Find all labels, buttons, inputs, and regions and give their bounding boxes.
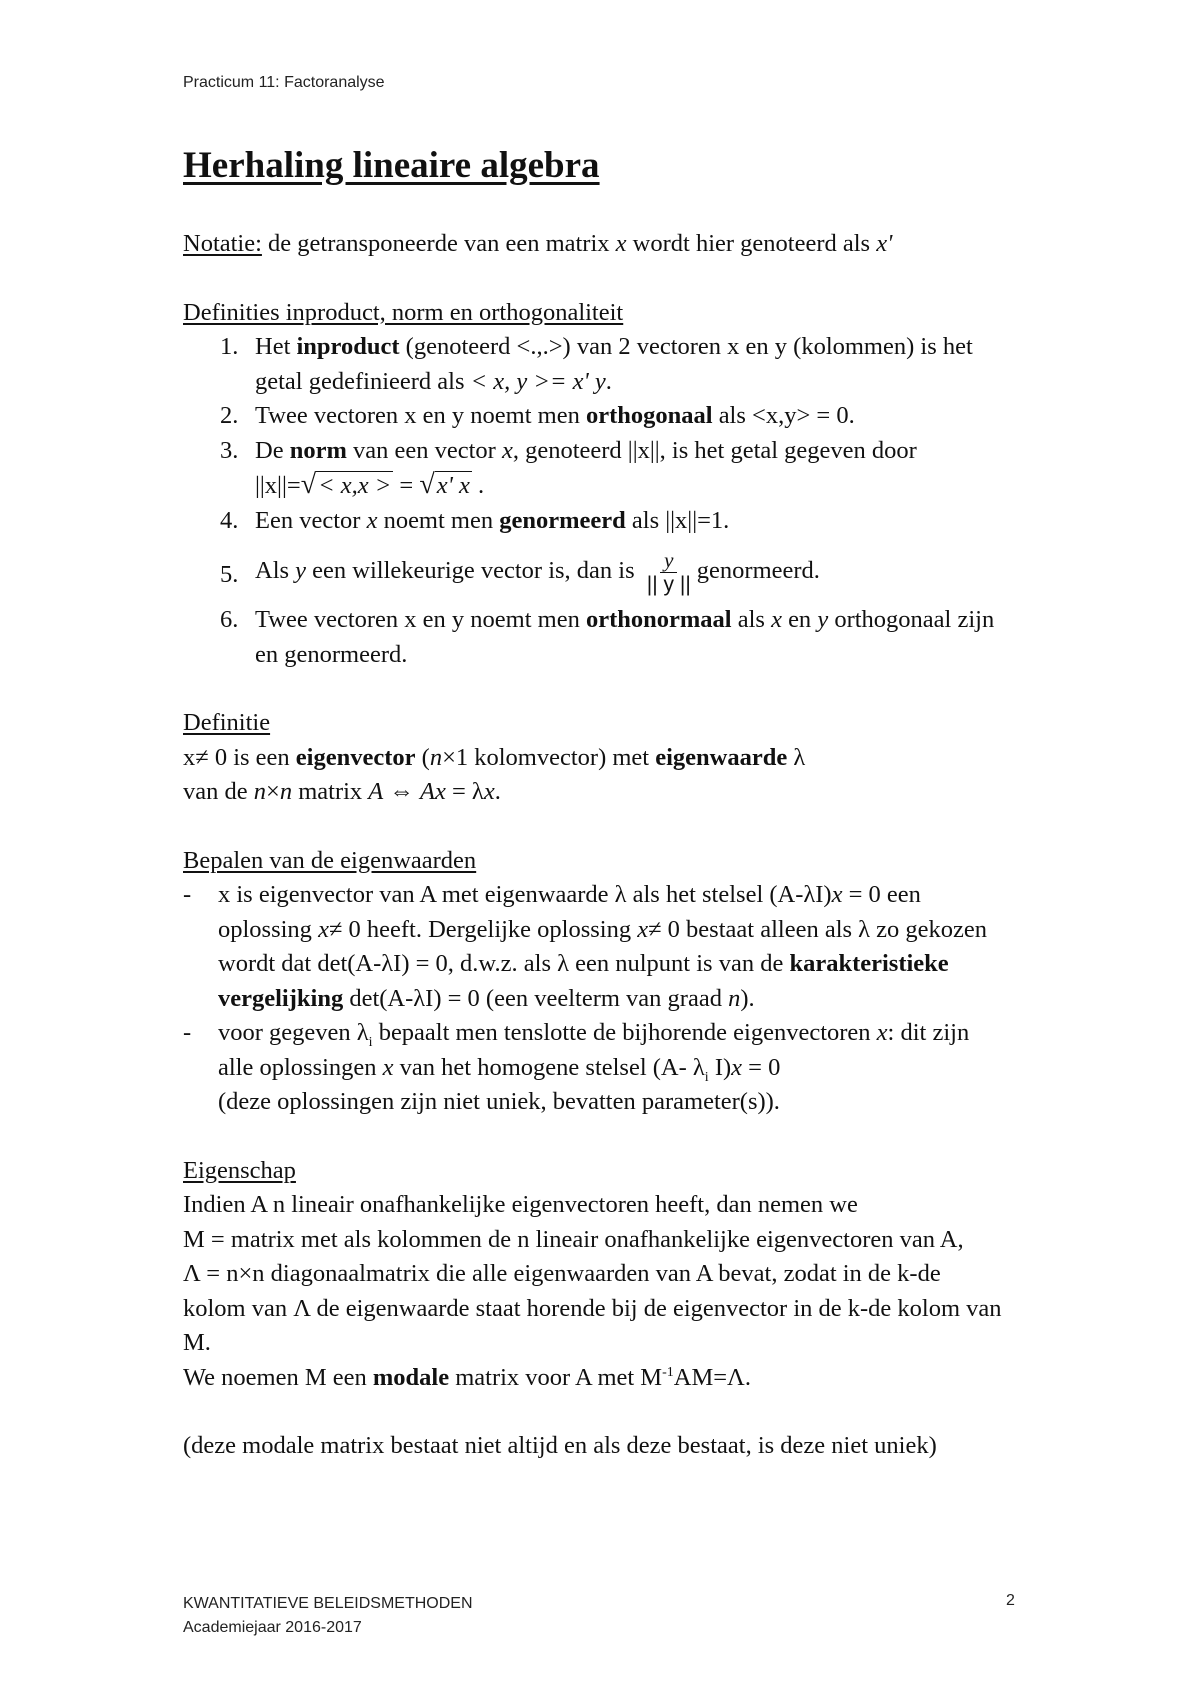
page-number: 2 bbox=[1006, 1592, 1015, 1609]
property-line: kolom van Λ de eigenwaarde staat horende bij de eigenvector in de k-de kolom van bbox=[183, 1294, 1002, 1322]
eigenvalues-list bbox=[183, 878, 1143, 1120]
footer bbox=[183, 1592, 473, 1640]
property-line: Λ = n×n diagonaalmatrix die alle eigenwaarden van A bevat, zodat in de k-de bbox=[183, 1260, 941, 1287]
sqrt-transpose: √x' x bbox=[419, 469, 470, 500]
property-note: (deze modale matrix bestaat niet altijd en als deze bestaat, is deze niet uniek) bbox=[183, 1432, 937, 1459]
definition-line: van de n×n matrix A ⇔ Ax = λx. bbox=[183, 778, 501, 805]
notation-paragraph: Notatie: de getransponeerde van een matrix x wordt hier genoteerd als x' bbox=[183, 230, 893, 257]
inproduct-formula: < x, y >= x' y bbox=[470, 367, 606, 395]
property-line: M. bbox=[183, 1329, 211, 1356]
page-title: Herhaling lineaire algebra bbox=[183, 145, 600, 186]
list-item: 6. Twee vectoren x en y noemt men orthonormaal als x en y orthogonaal zijn en genormeerd. bbox=[220, 606, 995, 668]
running-header: Practicum 11: Factoranalyse bbox=[183, 74, 385, 91]
footer-year: Academiejaar 2016-2017 bbox=[183, 1619, 362, 1636]
list-item: 5. Als y een willekeurige vector is, dan is $\frac{y}{|| y ||}$ genormeerd. bbox=[220, 548, 820, 596]
list-item: - x is eigenvector van A met eigenwaarde λ als het stelsel (A-λI)x = 0 een oplossing x≠ 0 heeft. Dergelijke oplossing x≠ 0 bestaat alleen als λ zo gekozen wordt dat det(A-λI) = 0, d.w.z. als λ een nulpunt is van de karakteristieke vergelijking det(A-λI) = 0 (een veelterm van graad n). bbox=[183, 881, 988, 1012]
property-line: We noemen M een modale matrix voor A met $M^{-1}AM=\Lambda$. bbox=[183, 1363, 751, 1391]
eigenvalues-heading: Bepalen van de eigenwaarden bbox=[183, 846, 477, 874]
property-heading: Eigenschap bbox=[183, 1156, 296, 1184]
definitions-heading: Definities inproduct, norm en orthogonaliteit bbox=[183, 298, 624, 326]
definitions-list bbox=[183, 330, 1143, 672]
list-item: 1. Het inproduct (genoteerd <.,.>) van 2 vectoren x en y (kolommen) is het getal gedefinieerd als < x, y >= x' y. bbox=[220, 333, 973, 395]
definition-heading: Definitie bbox=[183, 709, 271, 736]
list-item: 3. De norm van een vector x, genoteerd ||x||, is het getal gegeven door ||x||=√< x,x > = √x' x . bbox=[183, 434, 1143, 504]
sqrt-inproduct: √< x,x > bbox=[300, 469, 392, 500]
list-item: 4. Een vector x noemt men genormeerd als ||x||=1. bbox=[220, 506, 730, 534]
list-item: 2. Twee vectoren x en y noemt men orthogonaal als <x,y> = 0. bbox=[220, 402, 855, 429]
document-body bbox=[183, 227, 1143, 1464]
property-line: M = matrix met als kolommen de n lineair onafhankelijke eigenvectoren van A, bbox=[183, 1225, 964, 1253]
definition-line: x≠ 0 is een eigenvector (n×1 kolomvector) met eigenwaarde λ bbox=[183, 743, 806, 771]
list-item: - voor gegeven $\lambda_i$ bepaalt men tenslotte de bijhorende eigenvectoren x: dit zijn alle oplossingen x van het homogene stelsel (A- $\lambda_i$ I)x = 0 (deze oplossingen zijn niet uniek, bevatten parameter(s)). bbox=[183, 1019, 970, 1115]
normalized-fraction: $\frac{y}{|| y ||}$ bbox=[646, 548, 691, 596]
footer-course: KWANTITATIEVE BELEIDSMETHODEN bbox=[183, 1595, 473, 1612]
property-line: Indien A n lineair onafhankelijke eigenvectoren heeft, dan nemen we bbox=[183, 1191, 858, 1218]
notation-label: Notatie: bbox=[183, 230, 262, 257]
